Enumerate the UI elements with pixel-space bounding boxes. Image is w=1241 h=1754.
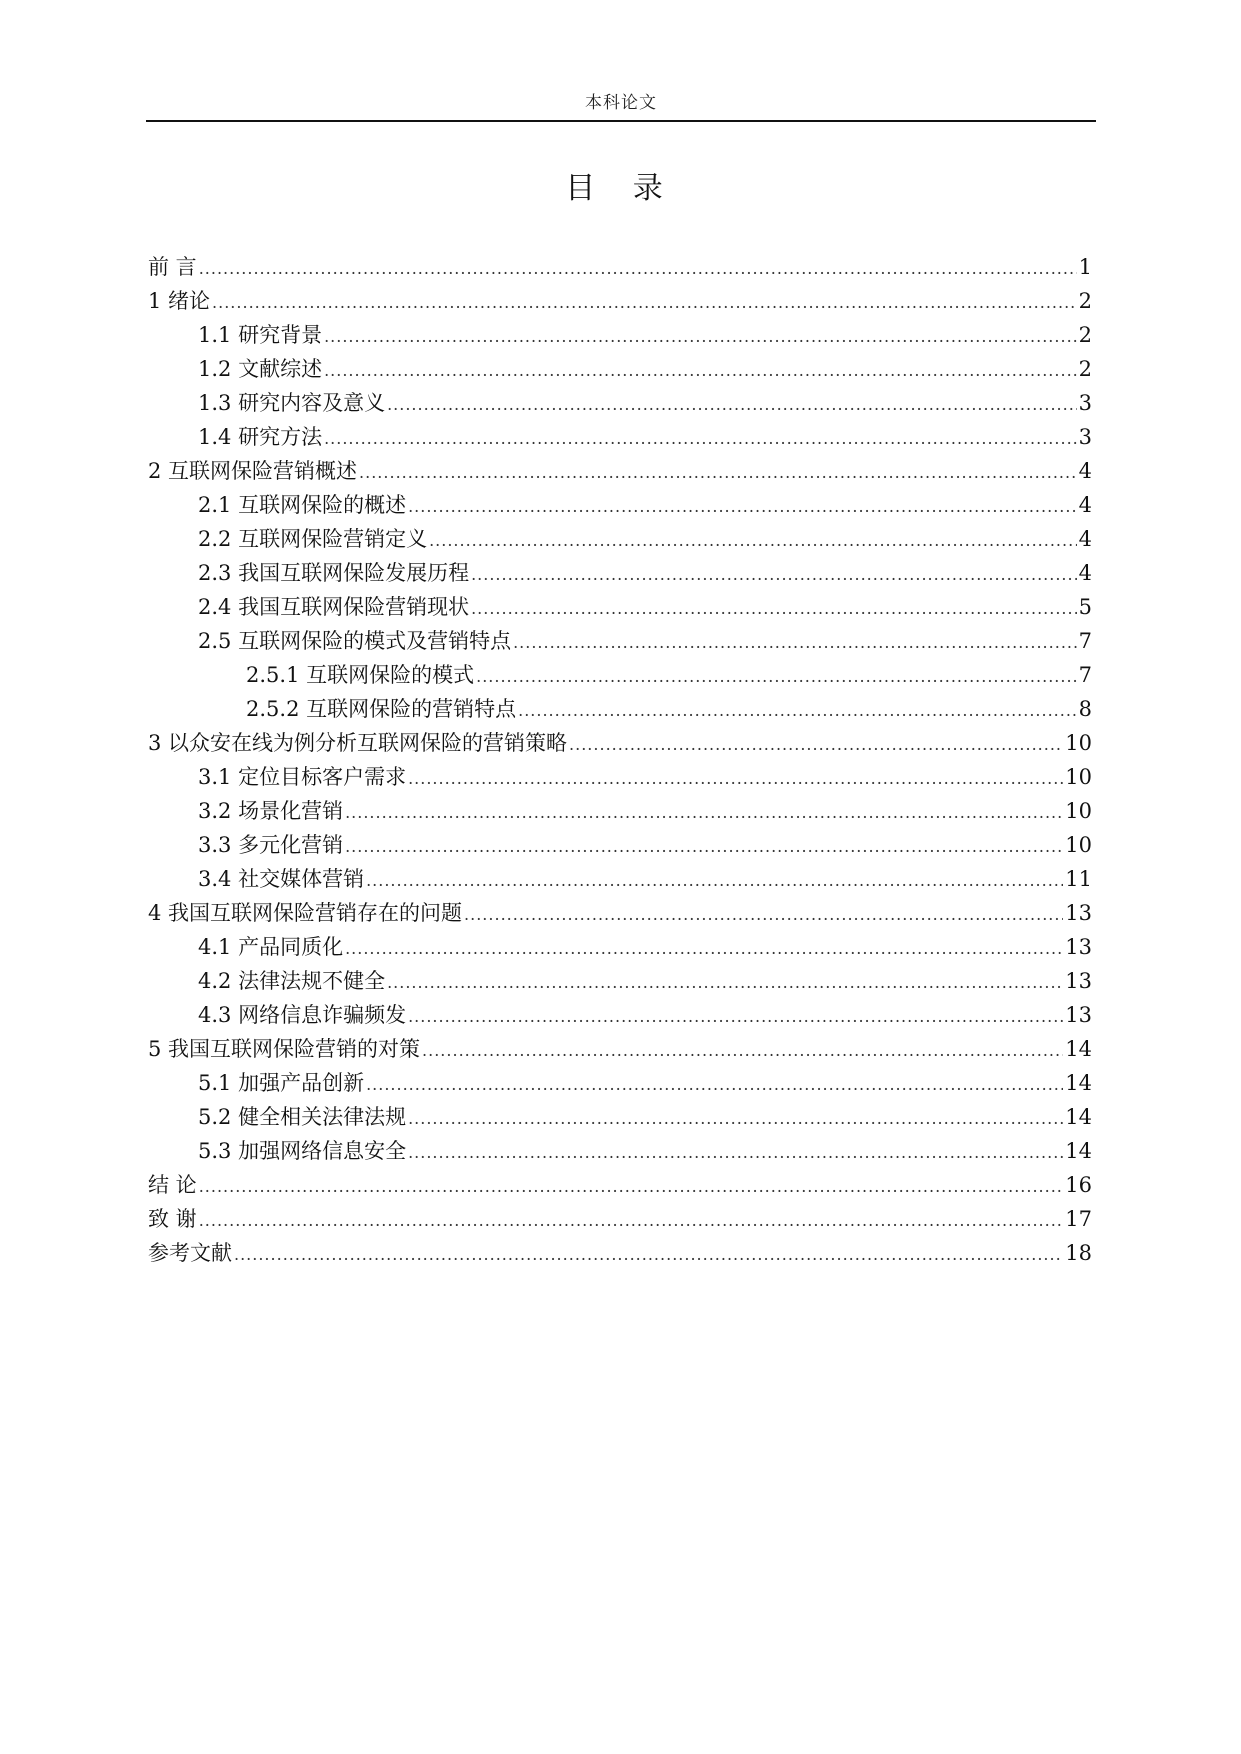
toc-entry[interactable]	[148, 454, 1092, 488]
dot-leader	[471, 592, 1077, 626]
toc-entry[interactable]	[148, 624, 1092, 658]
dot-leader	[345, 796, 1063, 830]
toc-entry-label: 2.5.1 互联网保险的模式	[246, 663, 475, 687]
dot-leader	[408, 1000, 1063, 1034]
toc-entry-label: 4.2 法律法规不健全	[198, 969, 386, 993]
dot-leader	[324, 422, 1077, 456]
toc-entry[interactable]	[148, 828, 1092, 862]
toc-entry[interactable]	[148, 250, 1092, 284]
toc-entry-page: 2	[1078, 357, 1092, 381]
toc-entry-page: 10	[1065, 731, 1092, 755]
dot-leader	[408, 1136, 1063, 1170]
toc-entry-page: 17	[1065, 1207, 1092, 1231]
dot-leader	[212, 286, 1077, 320]
toc-entry-page: 13	[1065, 969, 1092, 993]
toc-entry[interactable]	[148, 1066, 1092, 1100]
toc-entry[interactable]	[148, 420, 1092, 454]
toc-entry[interactable]	[148, 896, 1092, 930]
toc-entry-page: 7	[1078, 663, 1092, 687]
dot-leader	[471, 558, 1077, 592]
toc-entry[interactable]	[148, 794, 1092, 828]
toc-entry[interactable]	[148, 760, 1092, 794]
dot-leader	[518, 694, 1077, 728]
toc-entry-label: 1.4 研究方法	[198, 425, 323, 449]
toc-entry-label: 1.2 文献综述	[198, 357, 323, 381]
toc-entry-page: 4	[1078, 561, 1092, 585]
toc-entry-page: 14	[1065, 1139, 1092, 1163]
dot-leader	[199, 1204, 1064, 1238]
toc-entry[interactable]	[148, 1202, 1092, 1236]
dot-leader	[366, 1068, 1063, 1102]
running-header: 本科论文	[585, 93, 657, 113]
toc-entry[interactable]	[148, 1168, 1092, 1202]
toc-entry-label: 2.3 我国互联网保险发展历程	[198, 561, 470, 585]
toc-entry-label: 3.4 社交媒体营销	[198, 867, 365, 891]
dot-leader	[366, 864, 1063, 898]
toc-entry[interactable]	[148, 352, 1092, 386]
toc-entry-label: 1.1 研究背景	[198, 323, 323, 347]
toc-entry[interactable]	[148, 1100, 1092, 1134]
toc-entry-page: 8	[1078, 697, 1092, 721]
toc-entry[interactable]	[148, 998, 1092, 1032]
toc-entry-label: 致 谢	[148, 1207, 197, 1231]
dot-leader	[324, 320, 1077, 354]
toc-entry-label: 1.3 研究内容及意义	[198, 391, 386, 415]
table-of-contents	[148, 250, 1092, 1270]
toc-entry[interactable]	[148, 964, 1092, 998]
toc-entry[interactable]	[148, 692, 1092, 726]
toc-entry-label: 1 绪论	[148, 289, 211, 313]
dot-leader	[408, 490, 1077, 524]
toc-entry-page: 10	[1065, 833, 1092, 857]
toc-entry-page: 3	[1078, 425, 1092, 449]
toc-entry-label: 3.2 场景化营销	[198, 799, 344, 823]
toc-entry-label: 2.1 互联网保险的概述	[198, 493, 407, 517]
toc-entry[interactable]	[148, 930, 1092, 964]
toc-entry-label: 参考文献	[148, 1241, 232, 1265]
toc-entry-label: 4.3 网络信息诈骗频发	[198, 1003, 407, 1027]
toc-entry[interactable]	[148, 318, 1092, 352]
dot-leader	[422, 1034, 1063, 1068]
toc-entry-page: 14	[1065, 1071, 1092, 1095]
toc-entry-label: 4.1 产品同质化	[198, 935, 344, 959]
toc-entry-label: 4 我国互联网保险营销存在的问题	[148, 901, 463, 925]
toc-entry-page: 4	[1078, 493, 1092, 517]
toc-entry[interactable]	[148, 862, 1092, 896]
toc-entry-page: 10	[1065, 799, 1092, 823]
dot-leader	[234, 1238, 1063, 1272]
toc-entry-label: 3 以众安在线为例分析互联网保险的营销策略	[148, 731, 568, 755]
toc-entry-label: 2.2 互联网保险营销定义	[198, 527, 428, 551]
toc-entry-label: 2 互联网保险营销概述	[148, 459, 358, 483]
toc-entry-label: 2.5 互联网保险的模式及营销特点	[198, 629, 512, 653]
toc-entry[interactable]	[148, 658, 1092, 692]
toc-entry-label: 5.1 加强产品创新	[198, 1071, 365, 1095]
toc-entry-label: 2.5.2 互联网保险的营销特点	[246, 697, 517, 721]
dot-leader	[387, 966, 1063, 1000]
toc-entry[interactable]	[148, 284, 1092, 318]
dot-leader	[345, 932, 1063, 966]
toc-entry[interactable]	[148, 488, 1092, 522]
toc-entry-page: 5	[1078, 595, 1092, 619]
toc-entry-page: 13	[1065, 1003, 1092, 1027]
dot-leader	[569, 728, 1063, 762]
toc-entry[interactable]	[148, 522, 1092, 556]
dot-leader	[408, 1102, 1063, 1136]
toc-entry-label: 5.3 加强网络信息安全	[198, 1139, 407, 1163]
toc-entry-page: 11	[1065, 867, 1092, 891]
toc-entry-page: 13	[1065, 901, 1092, 925]
dot-leader	[199, 252, 1077, 286]
toc-entry[interactable]	[148, 590, 1092, 624]
toc-entry-page: 10	[1065, 765, 1092, 789]
toc-entry[interactable]	[148, 1236, 1092, 1270]
dot-leader	[513, 626, 1077, 660]
toc-entry-label: 3.3 多元化营销	[198, 833, 344, 857]
dot-leader	[324, 354, 1077, 388]
toc-entry[interactable]	[148, 726, 1092, 760]
toc-entry-page: 13	[1065, 935, 1092, 959]
toc-entry-label: 3.1 定位目标客户需求	[198, 765, 407, 789]
toc-entry-page: 7	[1078, 629, 1092, 653]
dot-leader	[476, 660, 1077, 694]
toc-entry-page: 18	[1065, 1241, 1092, 1265]
dot-leader	[408, 762, 1063, 796]
dot-leader	[387, 388, 1077, 422]
dot-leader	[199, 1170, 1064, 1204]
toc-entry-page: 1	[1078, 255, 1092, 279]
toc-entry[interactable]	[148, 556, 1092, 590]
toc-entry-page: 4	[1078, 527, 1092, 551]
toc-entry-page: 2	[1078, 289, 1092, 313]
dot-leader	[359, 456, 1077, 490]
toc-entry[interactable]	[148, 1134, 1092, 1168]
toc-entry-label: 2.4 我国互联网保险营销现状	[198, 595, 470, 619]
toc-entry-label: 5.2 健全相关法律法规	[198, 1105, 407, 1129]
toc-entry-label: 前 言	[148, 255, 197, 279]
toc-entry-page: 3	[1078, 391, 1092, 415]
dot-leader	[345, 830, 1063, 864]
toc-entry-page: 16	[1065, 1173, 1092, 1197]
toc-entry-label: 结 论	[148, 1173, 197, 1197]
toc-entry-page: 2	[1078, 323, 1092, 347]
dot-leader	[429, 524, 1077, 558]
toc-title: 目 录	[565, 171, 677, 206]
toc-entry[interactable]	[148, 1032, 1092, 1066]
toc-entry-label: 5 我国互联网保险营销的对策	[148, 1037, 421, 1061]
header-rule	[146, 120, 1096, 122]
toc-entry-page: 14	[1065, 1037, 1092, 1061]
toc-entry-page: 4	[1078, 459, 1092, 483]
toc-entry[interactable]	[148, 386, 1092, 420]
dot-leader	[464, 898, 1063, 932]
toc-entry-page: 14	[1065, 1105, 1092, 1129]
